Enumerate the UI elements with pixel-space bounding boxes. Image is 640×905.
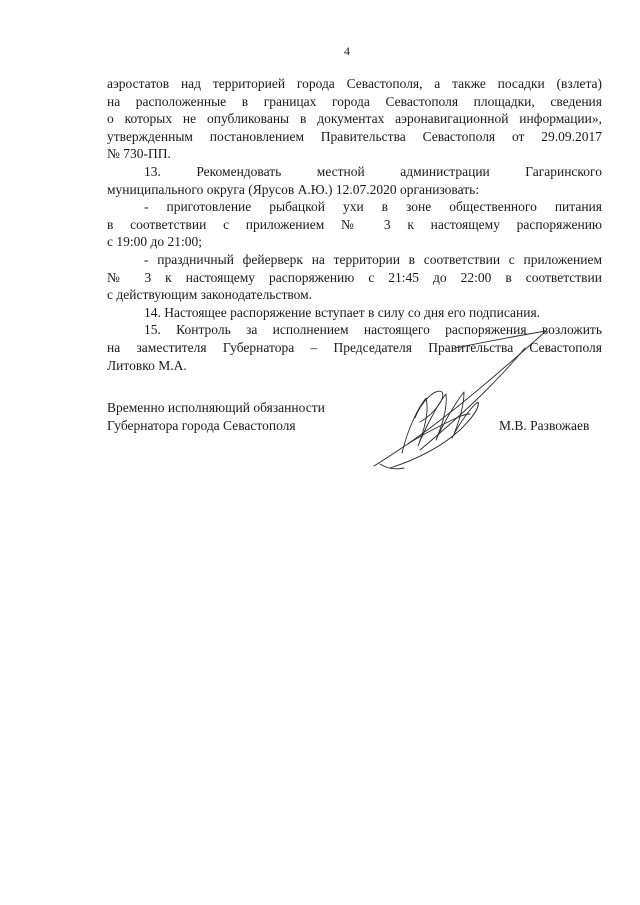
bullet-fireworks [107,251,602,304]
signatory-title-line: Временно исполняющий обязанности [107,400,325,415]
paragraph-line: на расположенные в границах города Севастополя площадки, сведения [107,93,602,109]
paragraph-line: на заместителя Губернатора – Председателя Правительства Севастополя [107,339,602,355]
paragraph-line: 14. Настоящее распоряжение вступает в силу со дня его подписания. [144,304,541,320]
paragraph-line: с 19:00 до 21:00; [107,234,202,250]
signatory-title-line: Губернатора города Севастополя [107,418,296,433]
paragraph-line: утвержденным постановлением Правительства Севастополя от 29.09.2017 [107,128,602,144]
paragraph-line: - приготовление рыбацкой ухи в зоне общественного питания [144,199,602,215]
signatory-name: М.В. Развожаев [499,418,590,433]
paragraph-line: с действующим законодательством. [107,287,313,303]
bullet-fish-soup [107,198,602,251]
signatory-title [107,399,325,435]
paragraph-line: Литовко М.А. [107,357,187,373]
paragraph-line: № 3 к настоящему распоряжению с 21:45 до 22:00 в соответствии [107,269,602,285]
paragraph-line: в соответствии с приложением № 3 к настоящему распоряжению [107,216,602,232]
item-15 [107,321,602,374]
paragraph-line: о которых не опубликованы в документах аэронавигационной информации», [107,111,602,127]
item-14 [107,304,602,322]
document-body [107,75,602,374]
paragraph-line: 15. Контроль за исполнением настоящего распоряжения возложить [144,322,602,338]
paragraph-line: № 730-ПП. [107,146,171,162]
paragraph-continuation [107,75,602,163]
item-13 [107,163,602,198]
paragraph-line: 13. Рекомендовать местной администрации Гагаринского [144,163,602,179]
page-number: 4 [344,44,350,58]
paragraph-line: - праздничный фейерверк на территории в соответствии с приложением [144,251,602,267]
paragraph-line: аэростатов над территорией города Севастополя, а также посадки (взлета) [107,76,602,91]
paragraph-line: муниципального округа (Ярусов А.Ю.) 12.07.2020 организовать: [107,181,480,197]
